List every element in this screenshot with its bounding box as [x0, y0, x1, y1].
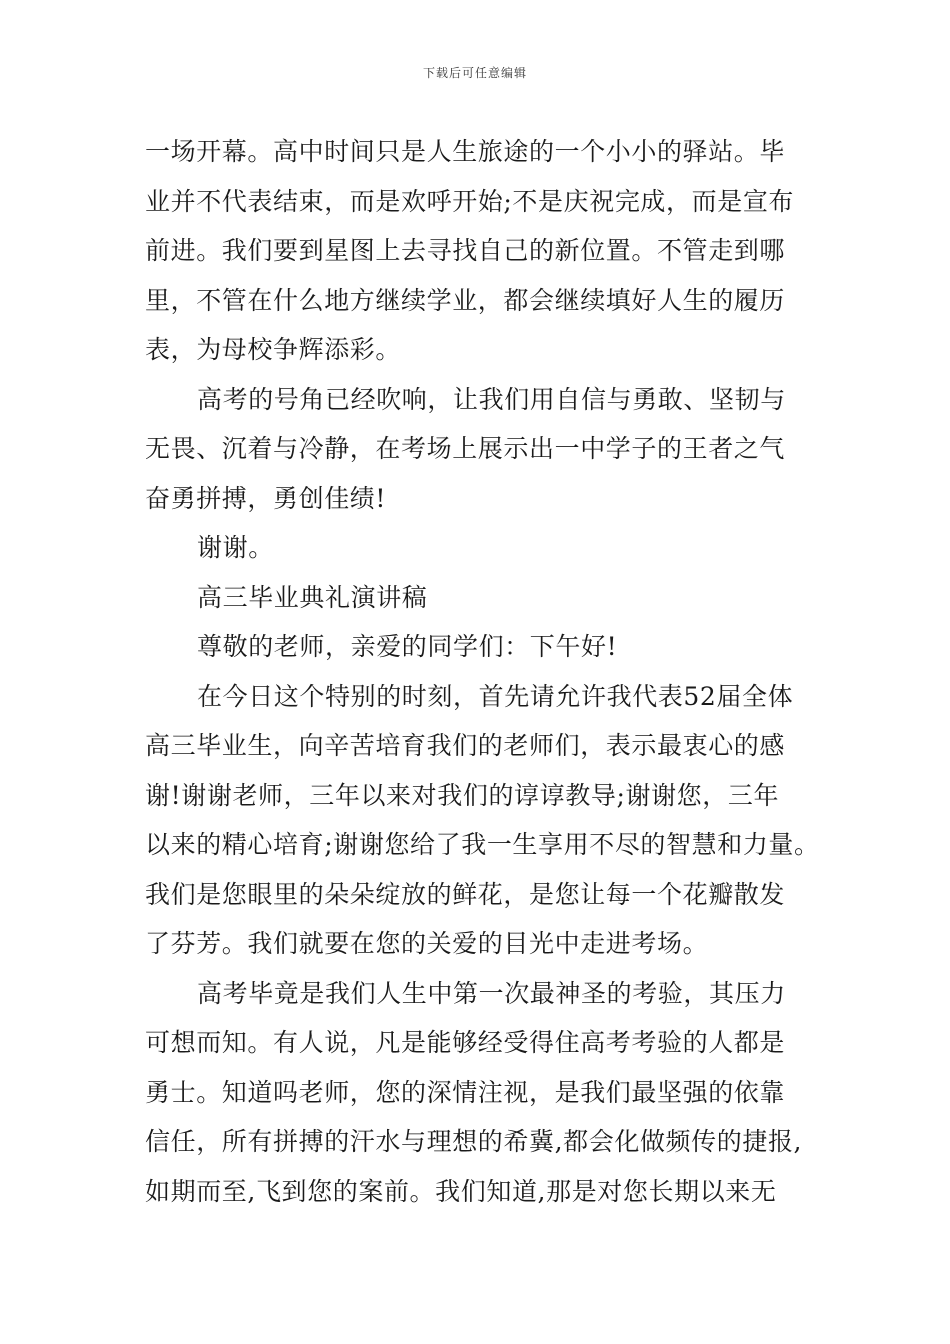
text-line: 高考的号角已经吹响，让我们用自信与勇敢、坚韧与	[197, 384, 786, 414]
text-line: 奋勇拼搏，勇创佳绩!	[145, 483, 387, 513]
text-line: 勇士。知道吗老师，您的深情注视，是我们最坚强的依靠	[145, 1077, 786, 1107]
text-line: 谢!谢谢老师，三年以来对我们的谆谆教导;谢谢您，三年	[145, 780, 780, 810]
text-line: 可想而知。有人说，凡是能够经受得住高考考验的人都是	[145, 1028, 786, 1057]
text-line: 高三毕业生，向辛苦培育我们的老师们，表示最衷心的感	[145, 731, 786, 760]
header-note: 下载后可任意编辑	[422, 66, 527, 80]
text-line: 高考毕竟是我们人生中第一次最神圣的考验，其压力	[197, 978, 786, 1008]
text-line: 了芬芳。我们就要在您的关爱的目光中走进考场。	[145, 929, 709, 958]
text-line: 信任，所有拼搏的汗水与理想的希冀,都会化做频传的捷报,	[145, 1127, 803, 1156]
text-line: 谢谢。	[197, 533, 274, 562]
text-line: 表，为母校争辉添彩。	[145, 335, 402, 364]
text-line: 如期而至,飞到您的案前。我们知道,那是对您长期以来无	[145, 1176, 777, 1206]
document-body	[145, 127, 820, 1216]
section-title: 高三毕业典礼演讲稿	[197, 582, 428, 612]
salutation: 尊敬的老师，亲爱的同学们：下午好!	[197, 632, 618, 661]
text-line: 在今日这个特别的时刻，首先请允许我代表52届全体	[197, 681, 794, 711]
text-line: 里，不管在什么地方继续学业，都会继续填好人生的履历	[145, 285, 786, 315]
text-line: 无畏、沉着与冷静，在考场上展示出一中学子的王者之气	[145, 434, 786, 463]
text-line: 我们是您眼里的朵朵绽放的鲜花，是您让每一个花瓣散发	[145, 879, 786, 909]
text-line: 业并不代表结束，而是欢呼开始;不是庆祝完成，而是宣布	[145, 186, 795, 216]
text-line: 以来的精心培育;谢谢您给了我一生享用不尽的智慧和力量。	[145, 830, 820, 859]
text-line: 一场开幕。高中时间只是人生旅途的一个小小的驿站。毕	[145, 137, 786, 166]
text-line: 前进。我们要到星图上去寻找自己的新位置。不管走到哪	[145, 236, 786, 265]
